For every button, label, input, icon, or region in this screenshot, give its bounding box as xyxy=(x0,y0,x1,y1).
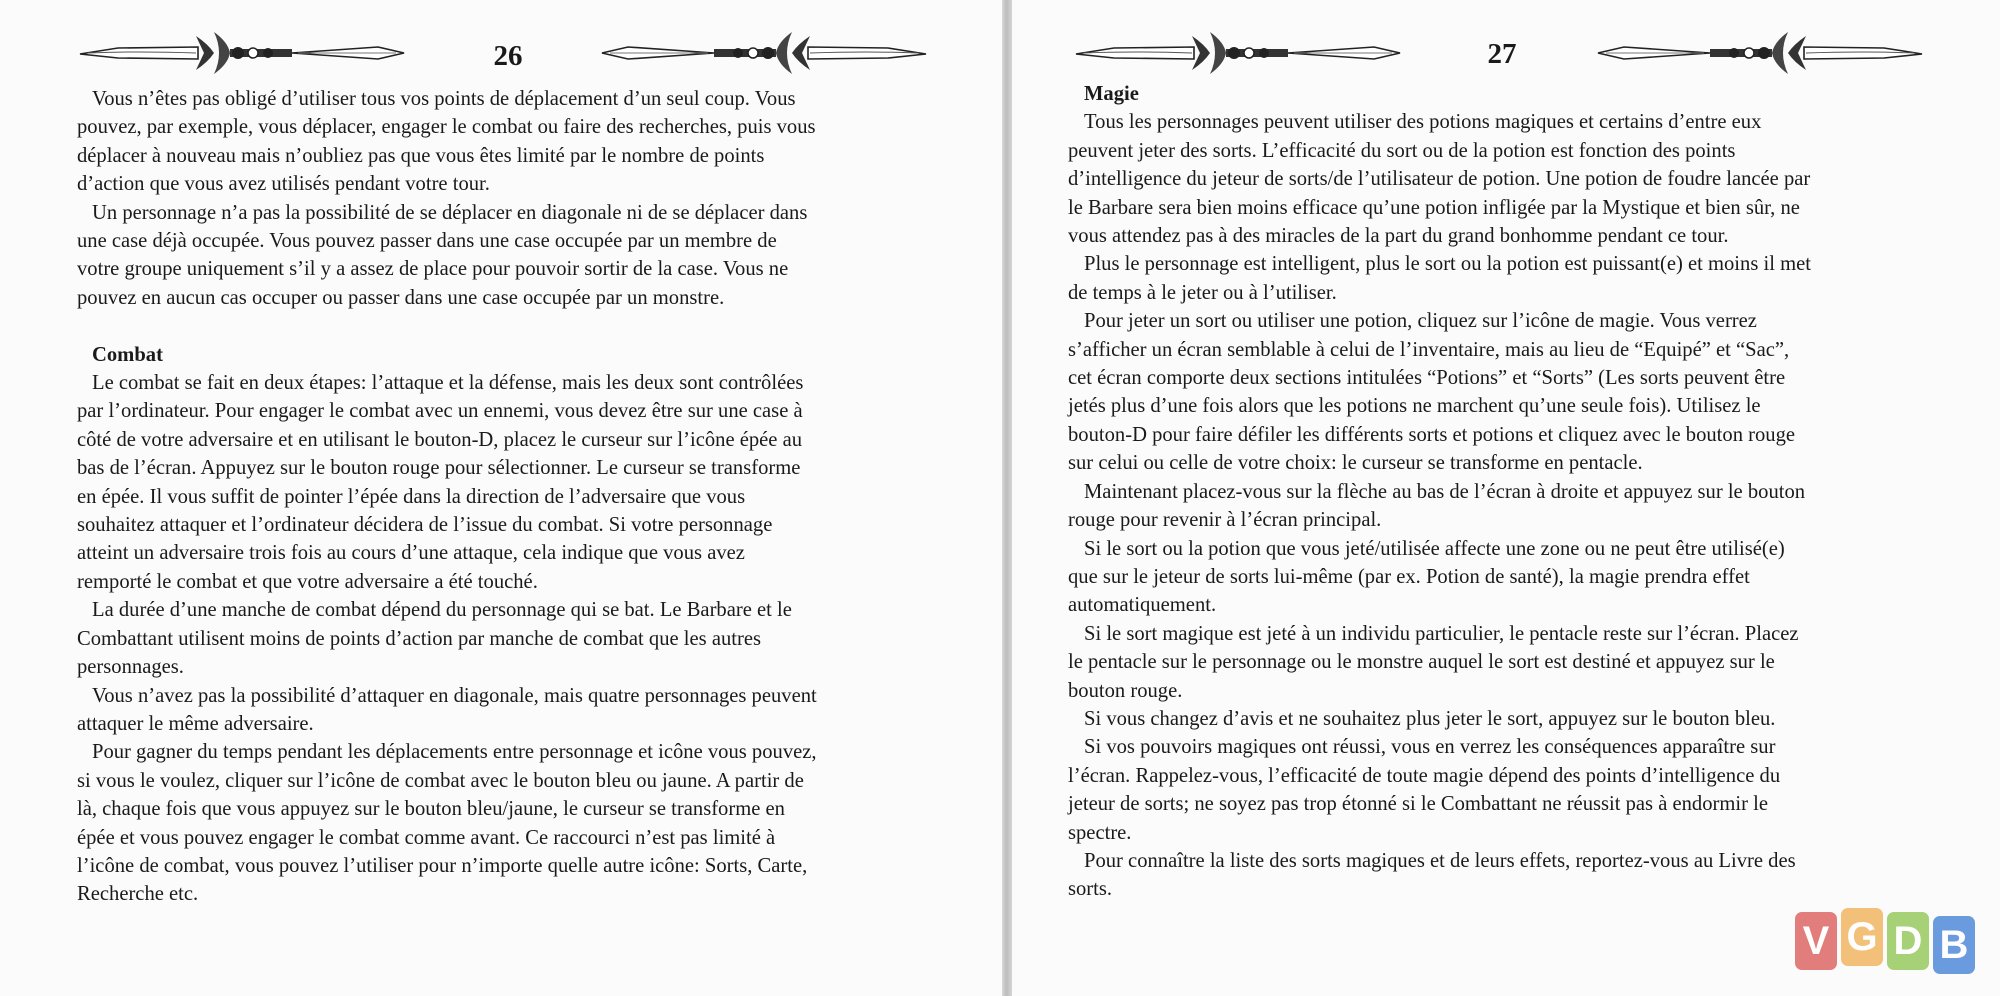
text-line: côté de votre adversaire et en utilisant le bouton-D, placez le curseur sur l’icône épée au xyxy=(77,428,803,451)
vgdb-watermark-logo xyxy=(1795,908,1985,974)
right-page-header xyxy=(1012,22,2000,86)
text-line: si vous le voulez, cliquer sur l’icône de combat avec le bouton bleu ou jaune. A partir de xyxy=(77,769,804,792)
text-line: Tous les personnages peuvent utiliser des potions magiques et certains d’entre eux xyxy=(1084,111,1762,134)
text-line: l’écran. Rappelez-vous, l’efficacité de toute magie dépend des points d’intelligence du xyxy=(1068,764,1781,787)
text-line: rouge pour revenir à l’écran principal. xyxy=(1068,509,1382,532)
text-line: Vous n’êtes pas obligé d’utiliser tous vos points de déplacement d’un seul coup. Vous xyxy=(92,88,796,110)
text-line: sorts. xyxy=(1068,878,1113,901)
left-page-body xyxy=(77,85,977,909)
text-line: par l’ordinateur. Pour engager le combat avec un ennemi, vous devez être sur une case à xyxy=(77,400,803,423)
text-line: bas de l’écran. Appuyez sur le bouton rouge pour sélectionner. Le curseur se transforme xyxy=(77,457,801,480)
text-line: Combattant utilisent moins de points d’action par manche de combat que les autres xyxy=(77,627,761,650)
text-line: en épée. Il vous suffit de pointer l’épée dans la direction de l’adversaire que vous xyxy=(77,485,746,508)
right-page-body xyxy=(1068,80,1988,904)
text-line: jeteur de sorts; ne soyez pas trop étonné si le Combattant ne réussit pas à endormir le xyxy=(1068,793,1768,816)
text-line: le pentacle sur le personnage ou le monstre auquel le sort est destiné et appuyez sur le xyxy=(1068,651,1775,674)
text-line: déplacer à nouveau mais n’oubliez pas que vous êtes limité par le nombre de points xyxy=(77,144,765,167)
text-line: Pour jeter un sort ou utiliser une potion, cliquez sur l’icône de magie. Vous verrez xyxy=(1084,310,1757,333)
text-line: spectre. xyxy=(1068,821,1132,844)
page-number: 27 xyxy=(1487,38,1517,70)
text-line: pouvez, par exemple, vous déplacer, engager le combat ou faire des recherches, puis vous xyxy=(77,116,816,139)
text-line: bouton rouge. xyxy=(1068,679,1183,702)
text-line: Si vous changez d’avis et ne souhaitez plus jeter le sort, appuyez sur le bouton bleu. xyxy=(1084,707,1776,730)
text-line: que sur le jeteur de sorts lui-même (par ex. Potion de santé), la magie prendra effet xyxy=(1068,565,1750,588)
text-line: remporté le combat et que votre adversaire a été touché. xyxy=(77,570,538,593)
sword-ornament-icon xyxy=(1594,28,1924,78)
text-line: d’intelligence du jeteur de sorts/de l’utilisateur de potion. Une potion de foudre lancée par xyxy=(1068,168,1811,191)
text-line: jetés plus d’une fois alors que les potions ne marchent qu’une seule fois). Utilisez le xyxy=(1068,395,1761,418)
text-line: vous attendez pas à des miracles de la part du grand bonhomme pendant ce tour. xyxy=(1068,225,1729,248)
text-line: Si vos pouvoirs magiques ont réussi, vous en verrez les conséquences apparaître sur xyxy=(1084,736,1776,759)
text-line: Un personnage n’a pas la possibilité de se déplacer en diagonale ni de se déplacer dans xyxy=(92,201,808,224)
text-line: Maintenant placez-vous sur la flèche au bas de l’écran à droite et appuyez sur le bouton xyxy=(1084,480,1806,503)
text-line: personnages. xyxy=(77,656,184,679)
text-line: votre groupe uniquement s’il y a assez de place pour pouvoir sortir de la case. Vous ne xyxy=(77,258,789,281)
sword-ornament-icon xyxy=(1074,28,1404,78)
watermark-letter: G xyxy=(1841,908,1883,966)
text-line: automatiquement. xyxy=(1068,594,1217,617)
text-line: attaquer le même adversaire. xyxy=(77,712,314,735)
text-line: pouvez en aucun cas occuper ou passer dans une case occupée par un monstre. xyxy=(77,286,725,309)
text-line: peuvent jeter des sorts. L’efficacité du sort ou de la potion est fonction des points xyxy=(1068,139,1736,162)
text-line: sur celui ou celle de votre choix: le curseur se transforme en pentacle. xyxy=(1068,452,1643,475)
text-line: Plus le personnage est intelligent, plus le sort ou la potion est puissant(e) et moins il met xyxy=(1084,253,1811,276)
text-line: souhaitez attaquer et l’ordinateur décidera de l’issue du combat. Si votre personnage xyxy=(77,514,773,537)
left-page-header xyxy=(0,22,1002,86)
book-spine xyxy=(1002,0,1012,996)
text-line: bouton-D pour faire défiler les différents sorts et potions et cliquez avec le bouton rouge xyxy=(1068,423,1796,446)
paragraph-gap xyxy=(77,312,977,340)
page-number: 26 xyxy=(493,40,523,72)
text-line: Si le sort magique est jeté à un individu particulier, le pentacle reste sur l’écran. Placez xyxy=(1084,622,1799,645)
text-line: Vous n’avez pas la possibilité d’attaquer en diagonale, mais quatre personnages peuvent xyxy=(92,684,817,707)
text-line: là, chaque fois que vous appuyez sur le bouton bleu/jaune, le curseur se transforme en xyxy=(77,798,785,821)
right-page xyxy=(1012,0,2000,996)
text-line: l’icône de combat, vous pouvez l’utiliser pour n’importe quelle autre icône: Sorts, Carte, xyxy=(77,854,808,877)
text-line: Pour gagner du temps pendant les déplacements entre personnage et icône vous pouvez, xyxy=(92,741,817,764)
sword-ornament-icon xyxy=(598,28,928,78)
text-line: de temps à le jeter ou à l’utiliser. xyxy=(1068,281,1337,304)
text-line: le Barbare sera bien moins efficace qu’une potion infligée par la Mystique et bien sûr, ne xyxy=(1068,196,1800,219)
text-line: s’afficher un écran semblable à celui de l’inventaire, mais au lieu de “Equipé” et “Sac”, xyxy=(1068,338,1790,361)
section-heading: Magie xyxy=(1084,83,1139,105)
text-line: une case déjà occupée. Vous pouvez passer dans une case occupée par un membre de xyxy=(77,230,777,253)
text-line: atteint un adversaire trois fois au cours d’une attaque, cela indique que vous avez xyxy=(77,542,745,565)
watermark-letter: B xyxy=(1933,916,1975,974)
text-line: cet écran comporte deux sections intitulées “Potions” et “Sorts” (Les sorts peuvent être xyxy=(1068,367,1786,390)
text-line: Si le sort ou la potion que vous jeté/utilisée affecte une zone ou ne peut être utilisé(e) xyxy=(1084,537,1785,560)
text-line: épée et vous pouvez engager le combat comme avant. Ce raccourci n’est pas limité à xyxy=(77,826,776,849)
text-line: La durée d’une manche de combat dépend du personnage qui se bat. Le Barbare et le xyxy=(92,599,792,622)
text-line: Pour connaître la liste des sorts magiques et de leurs effets, reportez-vous au Livre des xyxy=(1084,849,1796,872)
watermark-letter: D xyxy=(1887,912,1929,970)
watermark-letter: V xyxy=(1795,912,1837,970)
section-heading: Combat xyxy=(92,343,163,366)
sword-ornament-icon xyxy=(78,28,408,78)
text-line: d’action que vous avez utilisés pendant votre tour. xyxy=(77,173,490,196)
text-line: Le combat se fait en deux étapes: l’attaque et la défense, mais les deux sont contrôlées xyxy=(92,372,804,395)
text-line: Recherche etc. xyxy=(77,883,199,906)
